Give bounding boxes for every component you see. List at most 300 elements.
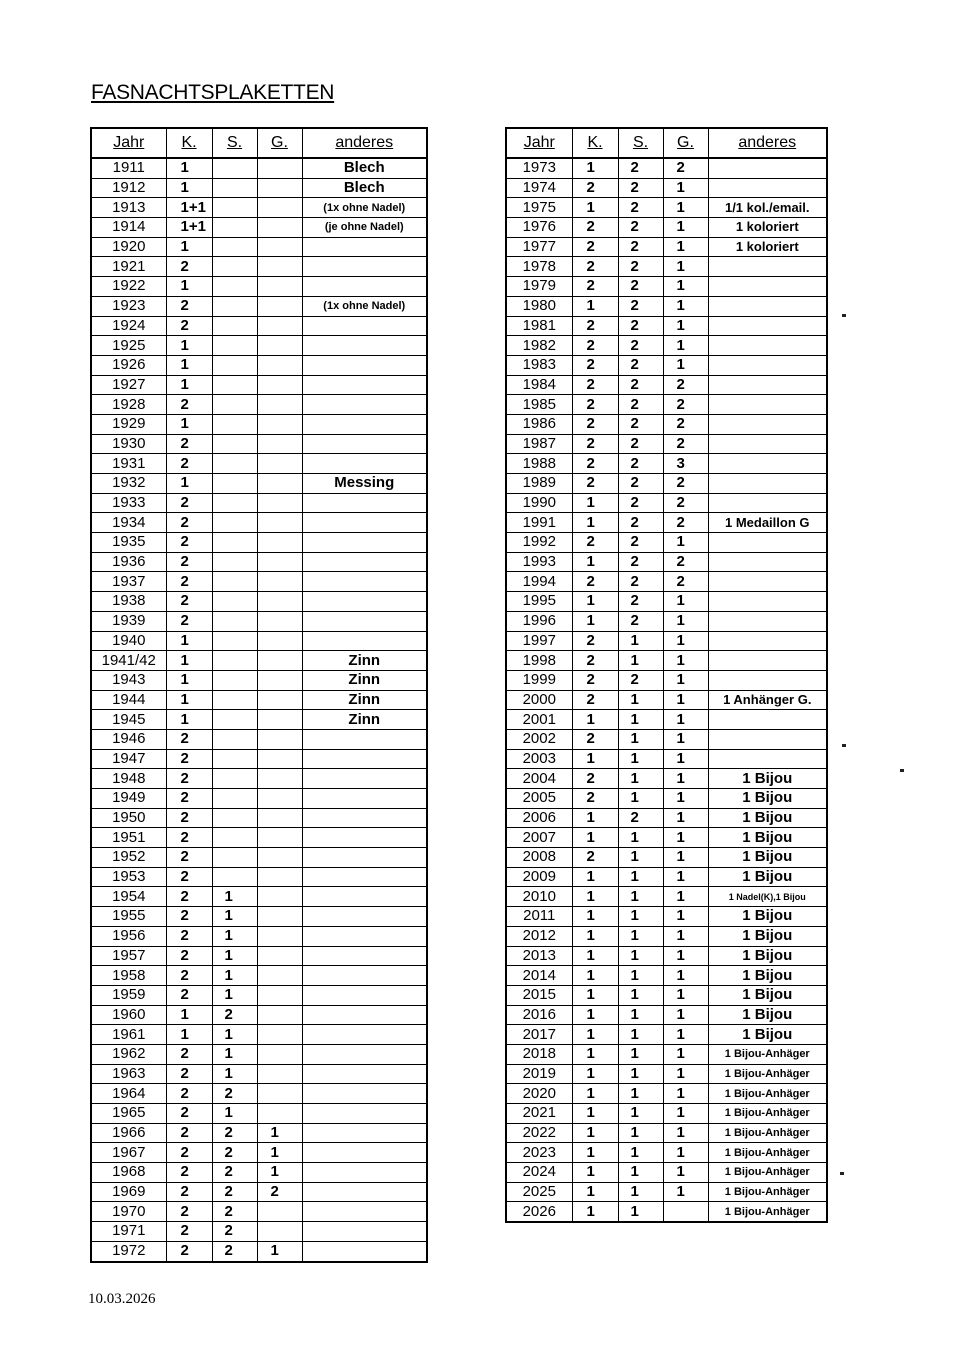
cell-jahr: 1924 xyxy=(91,316,166,336)
cell-jahr: 1925 xyxy=(91,336,166,356)
cell-jahr: 1978 xyxy=(506,257,572,277)
cell-g: 1 xyxy=(663,926,708,946)
cell-s: 1 xyxy=(618,946,663,966)
cell-anderes xyxy=(302,434,427,454)
cell-g: 1 xyxy=(663,1163,708,1183)
cell-anderes xyxy=(302,808,427,828)
cell-k: 2 xyxy=(572,336,618,356)
cell-k: 2 xyxy=(572,769,618,789)
cell-k: 2 xyxy=(166,1202,212,1222)
cell-anderes xyxy=(302,966,427,986)
table-row xyxy=(506,769,827,789)
cell-anderes xyxy=(302,1123,427,1143)
cell-jahr: 2025 xyxy=(506,1182,572,1202)
cell-anderes xyxy=(302,1202,427,1222)
table-row xyxy=(506,277,827,297)
table-header xyxy=(91,128,427,158)
cell-g: 1 xyxy=(663,1104,708,1124)
cell-g: 1 xyxy=(663,670,708,690)
table-row xyxy=(91,1163,427,1183)
cell-k: 1 xyxy=(572,1123,618,1143)
table-row xyxy=(91,651,427,671)
cell-g: 1 xyxy=(663,1044,708,1064)
cell-k: 2 xyxy=(572,375,618,395)
cell-k: 2 xyxy=(572,670,618,690)
cell-anderes: 1 Bijou-Anhäger xyxy=(708,1143,827,1163)
cell-s xyxy=(212,769,257,789)
cell-g xyxy=(257,631,302,651)
header-row xyxy=(506,128,827,158)
cell-jahr: 1950 xyxy=(91,808,166,828)
page-title: FASNACHTSPLAKETTEN xyxy=(91,81,335,104)
cell-anderes: 1 Bijou-Anhäger xyxy=(708,1123,827,1143)
cell-jahr: 1959 xyxy=(91,985,166,1005)
cell-jahr: 2003 xyxy=(506,749,572,769)
cell-jahr: 1993 xyxy=(506,552,572,572)
cell-g xyxy=(257,1084,302,1104)
cell-s xyxy=(212,867,257,887)
cell-k: 1 xyxy=(166,1005,212,1025)
cell-s: 1 xyxy=(618,1025,663,1045)
cell-s xyxy=(212,729,257,749)
cell-k: 1 xyxy=(572,493,618,513)
cell-g: 2 xyxy=(663,572,708,592)
cell-jahr: 1926 xyxy=(91,355,166,375)
cell-g: 1 xyxy=(663,1123,708,1143)
table-row xyxy=(91,828,427,848)
column-header-anderes: anderes xyxy=(302,128,427,158)
cell-g: 1 xyxy=(663,218,708,238)
table-row xyxy=(91,513,427,533)
table-row xyxy=(506,218,827,238)
table-row xyxy=(91,533,427,553)
table-row xyxy=(91,178,427,198)
cell-anderes xyxy=(302,572,427,592)
cell-s: 1 xyxy=(212,946,257,966)
table-row xyxy=(91,926,427,946)
table-row xyxy=(506,178,827,198)
cell-g xyxy=(257,867,302,887)
cell-g xyxy=(257,966,302,986)
cell-g xyxy=(257,1222,302,1242)
cell-k: 2 xyxy=(166,611,212,631)
cell-jahr: 2005 xyxy=(506,789,572,809)
table-row xyxy=(506,611,827,631)
cell-s: 2 xyxy=(618,454,663,474)
cell-anderes xyxy=(302,1104,427,1124)
table-row xyxy=(91,749,427,769)
cell-s: 1 xyxy=(618,1064,663,1084)
cell-g xyxy=(257,946,302,966)
table-row xyxy=(91,729,427,749)
cell-g: 2 xyxy=(663,434,708,454)
cell-g xyxy=(663,1202,708,1222)
table-row xyxy=(91,710,427,730)
table-body-right xyxy=(506,158,827,1222)
cell-s: 2 xyxy=(618,237,663,257)
cell-g xyxy=(257,769,302,789)
cell-k: 2 xyxy=(572,631,618,651)
cell-jahr: 1946 xyxy=(91,729,166,749)
cell-s xyxy=(212,257,257,277)
cell-g: 2 xyxy=(663,375,708,395)
cell-k: 2 xyxy=(166,316,212,336)
cell-s: 1 xyxy=(212,907,257,927)
cell-k: 2 xyxy=(166,1241,212,1261)
cell-g xyxy=(257,493,302,513)
cell-anderes xyxy=(302,631,427,651)
cell-anderes xyxy=(302,1241,427,1261)
cell-anderes xyxy=(302,1025,427,1045)
cell-g: 2 xyxy=(663,414,708,434)
table-row xyxy=(506,670,827,690)
cell-s: 1 xyxy=(212,1044,257,1064)
cell-s xyxy=(212,513,257,533)
table-header xyxy=(506,128,827,158)
cell-k: 1 xyxy=(166,690,212,710)
table-row xyxy=(91,1222,427,1242)
cell-anderes xyxy=(708,533,827,553)
cell-g: 1 xyxy=(663,966,708,986)
cell-jahr: 1985 xyxy=(506,395,572,415)
cell-k: 1 xyxy=(572,887,618,907)
cell-anderes: 1 Anhänger G. xyxy=(708,690,827,710)
cell-anderes: 1 Bijou xyxy=(708,966,827,986)
cell-g xyxy=(257,257,302,277)
cell-jahr: 1981 xyxy=(506,316,572,336)
cell-s: 2 xyxy=(212,1123,257,1143)
cell-s xyxy=(212,670,257,690)
cell-anderes: 1 Bijou-Anhäger xyxy=(708,1163,827,1183)
cell-g: 1 xyxy=(257,1241,302,1261)
cell-jahr: 1948 xyxy=(91,769,166,789)
cell-k: 1 xyxy=(166,277,212,297)
table-row xyxy=(506,1025,827,1045)
cell-jahr: 1945 xyxy=(91,710,166,730)
cell-g: 1 xyxy=(663,198,708,218)
cell-jahr: 1976 xyxy=(506,218,572,238)
table-row xyxy=(506,316,827,336)
cell-k: 2 xyxy=(572,178,618,198)
cell-k: 1 xyxy=(572,808,618,828)
cell-jahr: 1932 xyxy=(91,474,166,494)
cell-s: 2 xyxy=(212,1163,257,1183)
cell-g: 1 xyxy=(257,1163,302,1183)
cell-g: 1 xyxy=(663,651,708,671)
cell-k: 1 xyxy=(572,1025,618,1045)
cell-k: 2 xyxy=(572,729,618,749)
cell-anderes xyxy=(708,434,827,454)
cell-g xyxy=(257,592,302,612)
table-row xyxy=(91,474,427,494)
table-row xyxy=(506,946,827,966)
table-row xyxy=(91,1104,427,1124)
cell-s xyxy=(212,375,257,395)
cell-jahr: 2018 xyxy=(506,1044,572,1064)
cell-k: 1 xyxy=(166,414,212,434)
cell-s: 1 xyxy=(212,926,257,946)
table-row xyxy=(506,493,827,513)
cell-jahr: 1994 xyxy=(506,572,572,592)
cell-k: 2 xyxy=(166,1222,212,1242)
cell-k: 2 xyxy=(166,434,212,454)
cell-k: 2 xyxy=(166,808,212,828)
cell-s: 2 xyxy=(618,434,663,454)
cell-g: 1 xyxy=(663,848,708,868)
cell-anderes xyxy=(302,592,427,612)
cell-k: 2 xyxy=(166,1084,212,1104)
cell-anderes: Blech xyxy=(302,178,427,198)
table-row xyxy=(91,1005,427,1025)
table-row xyxy=(506,257,827,277)
cell-s: 1 xyxy=(618,867,663,887)
cell-s: 2 xyxy=(618,178,663,198)
cell-jahr: 1992 xyxy=(506,533,572,553)
cell-g xyxy=(257,237,302,257)
table-row xyxy=(506,926,827,946)
cell-k: 2 xyxy=(572,316,618,336)
cell-anderes: 1 Bijou-Anhäger xyxy=(708,1104,827,1124)
cell-jahr: 1974 xyxy=(506,178,572,198)
cell-g: 1 xyxy=(663,985,708,1005)
cell-s xyxy=(212,828,257,848)
cell-s: 1 xyxy=(212,1025,257,1045)
cell-s xyxy=(212,493,257,513)
cell-s: 2 xyxy=(618,375,663,395)
cell-jahr: 1913 xyxy=(91,198,166,218)
cell-k: 2 xyxy=(166,985,212,1005)
plaketten-table-right xyxy=(505,127,828,1223)
cell-g: 1 xyxy=(663,611,708,631)
cell-s: 1 xyxy=(212,985,257,1005)
cell-s xyxy=(212,789,257,809)
cell-jahr: 1967 xyxy=(91,1143,166,1163)
cell-s: 1 xyxy=(618,1005,663,1025)
cell-jahr: 1929 xyxy=(91,414,166,434)
cell-k: 2 xyxy=(166,513,212,533)
cell-k: 2 xyxy=(166,395,212,415)
footer-date: 10.03.2026 xyxy=(88,1291,156,1307)
table-row xyxy=(506,808,827,828)
cell-k: 1 xyxy=(572,1084,618,1104)
cell-s xyxy=(212,454,257,474)
cell-anderes xyxy=(302,1084,427,1104)
cell-g: 1 xyxy=(663,296,708,316)
cell-s: 1 xyxy=(618,1104,663,1124)
table-row xyxy=(91,690,427,710)
cell-k: 1+1 xyxy=(166,198,212,218)
cell-anderes xyxy=(708,552,827,572)
cell-g xyxy=(257,1025,302,1045)
table-row xyxy=(506,887,827,907)
cell-s xyxy=(212,572,257,592)
cell-s: 2 xyxy=(618,533,663,553)
table-row xyxy=(91,1064,427,1084)
cell-anderes: (1x ohne Nadel) xyxy=(302,198,427,218)
cell-jahr: 1986 xyxy=(506,414,572,434)
cell-anderes xyxy=(708,749,827,769)
cell-k: 1 xyxy=(572,158,618,178)
cell-anderes xyxy=(708,631,827,651)
cell-s xyxy=(212,218,257,238)
cell-jahr: 1963 xyxy=(91,1064,166,1084)
table-row xyxy=(91,1202,427,1222)
cell-g: 1 xyxy=(663,946,708,966)
table-row xyxy=(91,414,427,434)
cell-jahr: 1971 xyxy=(91,1222,166,1242)
cell-jahr: 2021 xyxy=(506,1104,572,1124)
column-header-s: S. xyxy=(212,128,257,158)
table-row xyxy=(506,690,827,710)
cell-anderes: 1 Bijou-Anhäger xyxy=(708,1044,827,1064)
cell-anderes: (1x ohne Nadel) xyxy=(302,296,427,316)
scan-speck xyxy=(842,744,846,747)
cell-jahr: 1964 xyxy=(91,1084,166,1104)
cell-g xyxy=(257,611,302,631)
table-body-left xyxy=(91,158,427,1262)
cell-g: 1 xyxy=(663,690,708,710)
cell-g: 1 xyxy=(663,178,708,198)
table-row xyxy=(506,237,827,257)
cell-k: 2 xyxy=(166,592,212,612)
cell-jahr: 2008 xyxy=(506,848,572,868)
cell-k: 1 xyxy=(572,1044,618,1064)
cell-anderes xyxy=(302,533,427,553)
cell-s xyxy=(212,808,257,828)
table-row xyxy=(506,198,827,218)
cell-k: 1 xyxy=(166,178,212,198)
cell-k: 1 xyxy=(572,1143,618,1163)
cell-jahr: 2012 xyxy=(506,926,572,946)
cell-k: 1 xyxy=(572,749,618,769)
cell-anderes xyxy=(302,729,427,749)
cell-jahr: 1940 xyxy=(91,631,166,651)
cell-s: 2 xyxy=(618,198,663,218)
cell-s: 2 xyxy=(212,1241,257,1261)
cell-jahr: 2010 xyxy=(506,887,572,907)
cell-k: 1 xyxy=(166,1025,212,1045)
cell-k: 2 xyxy=(166,454,212,474)
cell-s xyxy=(212,533,257,553)
cell-g xyxy=(257,670,302,690)
cell-s: 2 xyxy=(212,1005,257,1025)
table-row xyxy=(91,946,427,966)
cell-anderes: Zinn xyxy=(302,690,427,710)
cell-k: 1 xyxy=(572,1202,618,1222)
cell-s xyxy=(212,395,257,415)
cell-k: 1 xyxy=(166,237,212,257)
cell-k: 1 xyxy=(166,710,212,730)
cell-anderes xyxy=(302,985,427,1005)
cell-anderes xyxy=(302,926,427,946)
cell-anderes xyxy=(708,316,827,336)
cell-jahr: 1987 xyxy=(506,434,572,454)
cell-anderes: 1 Bijou xyxy=(708,946,827,966)
cell-s: 2 xyxy=(618,316,663,336)
cell-g xyxy=(257,454,302,474)
cell-jahr: 1958 xyxy=(91,966,166,986)
cell-anderes: Zinn xyxy=(302,651,427,671)
cell-k: 2 xyxy=(166,769,212,789)
table-row xyxy=(91,237,427,257)
table-row xyxy=(506,375,827,395)
cell-s: 1 xyxy=(618,1123,663,1143)
cell-k: 1 xyxy=(166,355,212,375)
cell-k: 2 xyxy=(166,828,212,848)
cell-anderes: 1 koloriert xyxy=(708,237,827,257)
cell-anderes xyxy=(302,395,427,415)
cell-s xyxy=(212,414,257,434)
cell-s xyxy=(212,848,257,868)
table-row xyxy=(91,670,427,690)
cell-anderes xyxy=(302,375,427,395)
cell-anderes: 1 Bijou xyxy=(708,1005,827,1025)
cell-g xyxy=(257,848,302,868)
cell-s: 2 xyxy=(618,474,663,494)
cell-k: 2 xyxy=(166,1143,212,1163)
cell-anderes xyxy=(302,257,427,277)
cell-s xyxy=(212,611,257,631)
table-row xyxy=(506,1064,827,1084)
cell-anderes: 1 koloriert xyxy=(708,218,827,238)
cell-anderes: 1 Bijou xyxy=(708,769,827,789)
cell-s: 1 xyxy=(618,1182,663,1202)
cell-s: 2 xyxy=(212,1202,257,1222)
cell-anderes: Messing xyxy=(302,474,427,494)
cell-k: 1 xyxy=(572,907,618,927)
cell-k: 2 xyxy=(572,355,618,375)
cell-g: 1 xyxy=(663,710,708,730)
table-row xyxy=(506,572,827,592)
cell-jahr: 1933 xyxy=(91,493,166,513)
cell-s: 1 xyxy=(618,631,663,651)
cell-s: 2 xyxy=(618,355,663,375)
cell-k: 2 xyxy=(166,533,212,553)
cell-g xyxy=(257,828,302,848)
cell-g: 2 xyxy=(663,552,708,572)
cell-g xyxy=(257,434,302,454)
cell-k: 2 xyxy=(166,572,212,592)
table-row xyxy=(91,887,427,907)
cell-g: 1 xyxy=(257,1123,302,1143)
cell-s: 2 xyxy=(212,1084,257,1104)
cell-s: 1 xyxy=(618,651,663,671)
cell-g xyxy=(257,355,302,375)
cell-g: 1 xyxy=(663,592,708,612)
table-row xyxy=(506,848,827,868)
cell-jahr: 1973 xyxy=(506,158,572,178)
cell-g xyxy=(257,1202,302,1222)
cell-g xyxy=(257,1064,302,1084)
cell-s: 1 xyxy=(618,1202,663,1222)
cell-s: 1 xyxy=(618,926,663,946)
cell-jahr: 1968 xyxy=(91,1163,166,1183)
cell-jahr: 1960 xyxy=(91,1005,166,1025)
cell-s xyxy=(212,651,257,671)
cell-jahr: 2011 xyxy=(506,907,572,927)
cell-k: 1 xyxy=(572,828,618,848)
cell-g: 1 xyxy=(663,237,708,257)
cell-g xyxy=(257,513,302,533)
cell-s: 1 xyxy=(212,1104,257,1124)
cell-jahr: 1990 xyxy=(506,493,572,513)
cell-jahr: 1914 xyxy=(91,218,166,238)
cell-k: 1+1 xyxy=(166,218,212,238)
cell-anderes xyxy=(302,946,427,966)
cell-jahr: 1984 xyxy=(506,375,572,395)
cell-s: 1 xyxy=(618,710,663,730)
cell-k: 2 xyxy=(166,493,212,513)
